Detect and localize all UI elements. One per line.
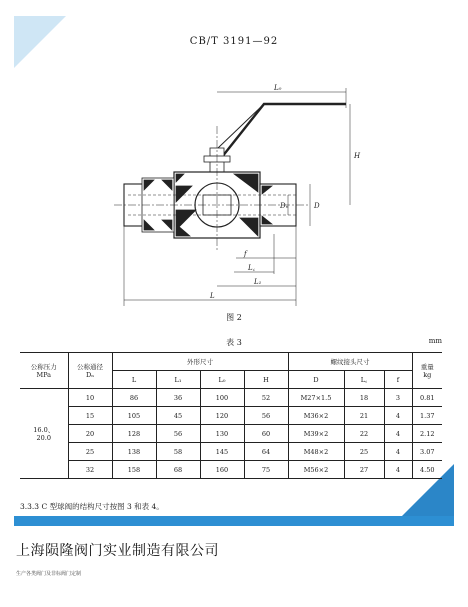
cell-dn: 20 [68, 425, 112, 443]
header-l: L [112, 371, 156, 389]
pressure-cell: 16.0、 20.0 [20, 389, 68, 479]
table-row [20, 461, 442, 479]
dim-label-d: D [314, 202, 320, 210]
dim-label-lc: L꜀ [248, 264, 256, 272]
table-row [20, 425, 442, 443]
cell-h: 60 [244, 425, 288, 443]
cell-l0: 120 [200, 407, 244, 425]
cell-l1: 36 [156, 389, 200, 407]
cell-lc: 27 [344, 461, 384, 479]
cell-weight: 3.07 [412, 443, 442, 461]
cell-f: 4 [384, 425, 412, 443]
cell-d: M56×2 [288, 461, 344, 479]
header-pressure: 公称压力 MPa [20, 353, 68, 389]
dim-label-dn: Dₙ [280, 202, 289, 210]
header-weight: 重量 kg [412, 353, 442, 389]
company-name: 上海陨隆阀门实业制造有限公司 [16, 543, 219, 559]
cell-lc: 18 [344, 389, 384, 407]
cell-l1: 68 [156, 461, 200, 479]
header-lc: L꜀ [344, 371, 384, 389]
cell-l1: 45 [156, 407, 200, 425]
dim-label-l0: L₀ [274, 84, 282, 92]
specification-table [20, 352, 442, 479]
footer-accent-bar [14, 516, 454, 526]
header-thread: 螺纹接头尺寸 [288, 353, 412, 371]
cell-lc: 25 [344, 443, 384, 461]
cell-weight: 4.50 [412, 461, 442, 479]
ball-valve-drawing [114, 74, 374, 309]
cell-l: 105 [112, 407, 156, 425]
cell-h: 56 [244, 407, 288, 425]
header-dn: 公称通径 Dₙ [68, 353, 112, 389]
table-row [20, 389, 442, 407]
dim-label-l: L [210, 292, 215, 300]
header-f: f [384, 371, 412, 389]
cell-f: 4 [384, 461, 412, 479]
cell-l1: 56 [156, 425, 200, 443]
cell-h: 52 [244, 389, 288, 407]
table-title: 表 3 [226, 338, 242, 347]
cell-h: 64 [244, 443, 288, 461]
cell-weight: 2.12 [412, 425, 442, 443]
cell-l: 86 [112, 389, 156, 407]
cell-dn: 10 [68, 389, 112, 407]
table-row [20, 407, 442, 425]
header-h: H [244, 371, 288, 389]
company-subtitle: 生产各类阀门及非标阀门定制 [16, 571, 82, 577]
cell-l0: 160 [200, 461, 244, 479]
cell-dn: 32 [68, 461, 112, 479]
cell-weight: 0.81 [412, 389, 442, 407]
cell-l: 158 [112, 461, 156, 479]
cell-weight: 1.37 [412, 407, 442, 425]
dim-label-l1: L₁ [254, 278, 262, 286]
cell-d: M39×2 [288, 425, 344, 443]
cell-d: M48×2 [288, 443, 344, 461]
cell-lc: 22 [344, 425, 384, 443]
table-unit: mm [428, 337, 442, 345]
dim-label-h: H [354, 152, 361, 160]
cell-lc: 21 [344, 407, 384, 425]
clause-text: 3.3.3 C 型球阀的结构尺寸按图 3 和表 4。 [20, 502, 164, 511]
cell-h: 75 [244, 461, 288, 479]
standard-code: CB/T 3191—92 [189, 36, 279, 47]
header-outline: 外形尺寸 [112, 353, 288, 371]
dim-label-f: f [244, 250, 247, 258]
cell-f: 3 [384, 389, 412, 407]
cell-l: 138 [112, 443, 156, 461]
cell-l0: 100 [200, 389, 244, 407]
header-l0: L₀ [200, 371, 244, 389]
cell-l: 128 [112, 425, 156, 443]
document-page [14, 16, 454, 540]
cell-dn: 25 [68, 443, 112, 461]
header-l1: L₁ [156, 371, 200, 389]
table-header-row [20, 353, 442, 371]
cell-dn: 15 [68, 407, 112, 425]
cell-l1: 58 [156, 443, 200, 461]
header-d: D [288, 371, 344, 389]
figure-caption: 图 2 [226, 313, 242, 322]
cell-f: 4 [384, 407, 412, 425]
cell-f: 4 [384, 443, 412, 461]
cell-l0: 130 [200, 425, 244, 443]
cell-d: M36×2 [288, 407, 344, 425]
table-row [20, 443, 442, 461]
cell-d: M27×1.5 [288, 389, 344, 407]
cell-l0: 145 [200, 443, 244, 461]
